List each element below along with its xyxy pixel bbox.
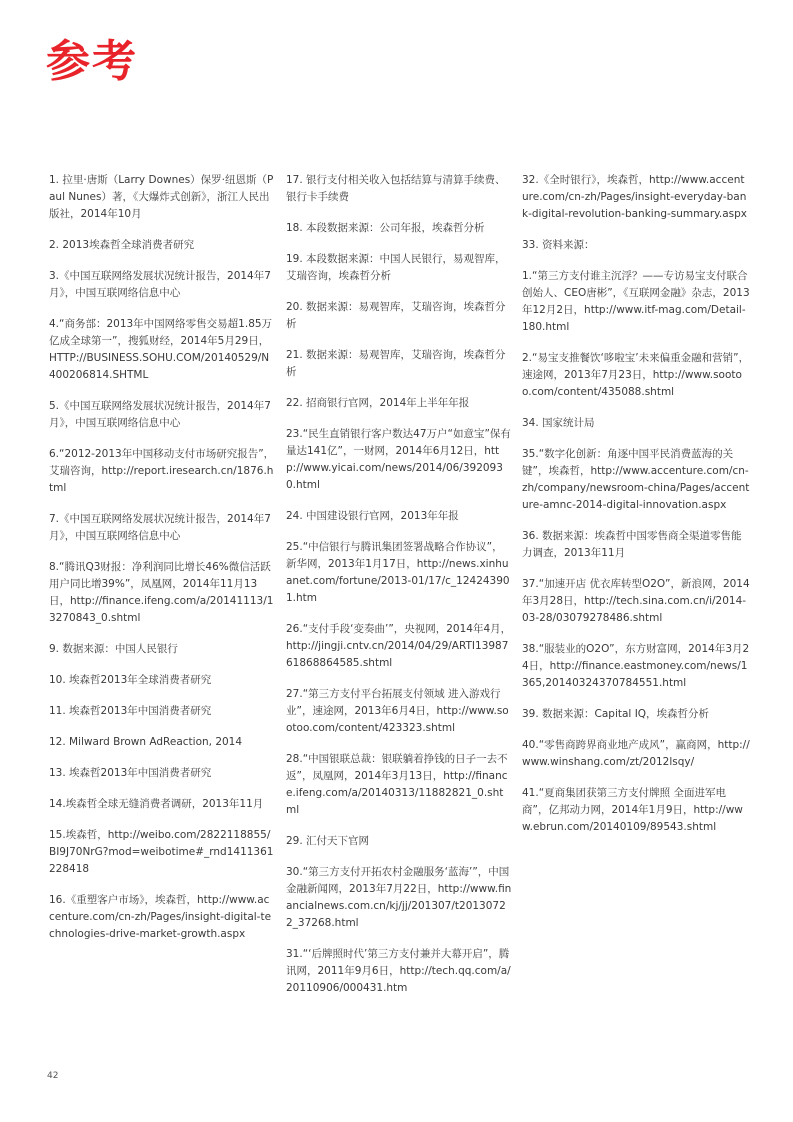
reference-item: 17. 银行支付相关收入包括结算与清算手续费、银行卡手续费 (286, 174, 506, 203)
reference-item: 36. 数据来源：埃森哲中国零售商全渠道零售能力调查，2013年11月 (522, 530, 742, 559)
references-column-2 (286, 172, 512, 1011)
reference-item: 15.埃森哲，http://weibo.com/2822118855/BI9J70NrG?mod=weibotime#_rnd1411361228418 (49, 829, 274, 875)
reference-item: 6.“2012-2013年中国移动支付市场研究报告”，艾瑞咨询，http://report.iresearch.cn/1876.html (49, 448, 275, 494)
reference-item: 23.“民生直销银行客户数达47万户“如意宝”保有量达141亿”，一财网，2014年6月12日，http://www.yicai.com/news/2014/06/3920930.html (286, 428, 511, 491)
reference-item: 8.“腾讯Q3财报：净利润同比增长46%微信活跃用户同比增39%”，凤凰网，2014年11月13日，http://finance.ifeng.com/a/20141113/13270843_0.shtml (49, 561, 274, 624)
reference-item: 21. 数据来源：易观智库，艾瑞咨询，埃森哲分析 (286, 349, 506, 378)
reference-item: 38.“服装业的O2O”，东方财富网，2014年3月24日，http://finance.eastmoney.com/news/1365,20140324370784551.html (522, 643, 750, 689)
reference-item: 32.《全时银行》，埃森哲，http://www.accenture.com/cn-zh/Pages/insight-everyday-bank-digital-revolution-banking-summary.aspx (522, 174, 747, 220)
reference-item: 18. 本段数据来源：公司年报，埃森哲分析 (286, 222, 485, 234)
reference-item: 5.《中国互联网络发展状况统计报告，2014年7月》，中国互联网络信息中心 (49, 400, 271, 429)
reference-item: 2.“易宝支推餐饮‘哆啦宝’未来偏重金融和营销”，速途网，2013年7月23日，http://www.sootoo.com/content/435088.shtml (522, 352, 750, 398)
references-column-1 (49, 172, 275, 957)
reference-item: 3.《中国互联网络发展状况统计报告，2014年7月》，中国互联网络信息中心 (49, 270, 271, 299)
reference-item: 33. 资料来源： (522, 239, 595, 251)
reference-item: 20. 数据来源：易观智库，艾瑞咨询，埃森哲分析 (286, 301, 506, 330)
reference-item: 31.“‘后牌照时代’第三方支付兼并大幕开启”，腾讯网，2011年9月6日，http://tech.qq.com/a/20110906/000431.htm (286, 948, 511, 994)
reference-item: 37.“加速开店 优衣库转型O2O”，新浪网，2014年3月28日，http://tech.sina.com.cn/i/2014-03-28/03079278486.shtml (522, 578, 750, 624)
reference-item: 28.“中国银联总裁：银联躺着挣钱的日子一去不返”，凤凰网，2014年3月13日，http://finance.ifeng.com/a/20140313/11882821_0.shtml (286, 753, 508, 816)
reference-item: 19. 本段数据来源：中国人民银行，易观智库，艾瑞咨询，埃森哲分析 (286, 253, 506, 282)
reference-item: 26.“支付手段‘变奏曲’”，央视网，2014年4月，http://jingji.cntv.cn/2014/04/29/ARTI1398761868864585.shtml (286, 623, 512, 669)
reference-item: 41.“夏商集团获第三方支付牌照 全面进军电商”，亿邦动力网，2014年1月9日，http://www.ebrun.com/20140109/89543.shtml (522, 787, 743, 833)
reference-item: 39. 数据来源：Capital IQ，埃森哲分析 (522, 708, 710, 720)
references-column-3 (522, 172, 750, 850)
reference-item: 24. 中国建设银行官网，2013年年报 (286, 510, 459, 522)
reference-item: 34. 国家统计局 (522, 417, 595, 429)
reference-item: 29. 汇付天下官网 (286, 835, 370, 847)
reference-item: 35.“数字化创新：角逐中国平民消费蓝海的关键”，埃森哲，http://www.accenture.com/cn-zh/company/newsroom-china/Pages/accenture-amnc-2014-digital-innovation.aspx (522, 448, 750, 511)
page-title: 参考 (46, 36, 138, 87)
reference-item: 10. 埃森哲2013年全球消费者研究 (49, 674, 212, 686)
reference-item: 1. 拉里·唐斯（Larry Downes）保罗·纽恩斯（Paul Nunes）著，《大爆炸式创新》，浙江人民出版社，2014年10月 (49, 174, 274, 220)
reference-item: 14.埃森哲全球无缝消费者调研，2013年11月 (49, 798, 264, 810)
page-number: 42 (47, 1071, 59, 1081)
reference-item: 27.“第三方支付平台拓展支付领域 进入游戏行业”，速途网，2013年6月4日，http://www.sootoo.com/content/423323.shtml (286, 688, 509, 734)
reference-item: 25.“中信银行与腾讯集团签署战略合作协议”，新华网，2013年1月17日，http://news.xinhuanet.com/fortune/2013-01/17/c_124243901.htm (286, 541, 510, 604)
reference-item: 22. 招商银行官网，2014年上半年年报 (286, 397, 470, 409)
reference-item: 1.“第三方支付谁主沉浮？——专访易宝支付联合创始人、CEO唐彬”，《互联网金融》杂志，2013年12月2日，http://www.itf-mag.com/Detail-180.html (522, 270, 750, 333)
reference-item: 4.“商务部：2013年中国网络零售交易超1.85万亿成全球第一”，搜狐财经，2014年5月29日，HTTP://BUSINESS.SOHU.COM/20140529/N400206814.SHTML (49, 318, 273, 381)
reference-item: 9. 数据来源：中国人民银行 (49, 643, 178, 655)
reference-item: 2. 2013埃森哲全球消费者研究 (49, 239, 195, 251)
reference-item: 11. 埃森哲2013年中国消费者研究 (49, 705, 212, 717)
reference-item: 12. Milward Brown AdReaction, 2014 (49, 736, 243, 748)
reference-item: 13. 埃森哲2013年中国消费者研究 (49, 767, 212, 779)
reference-item: 40.“零售商跨界商业地产成风”，赢商网，http://www.winshang.com/zt/2012lsqy/ (522, 739, 750, 768)
reference-item: 7.《中国互联网络发展状况统计报告，2014年7月》，中国互联网络信息中心 (49, 513, 271, 542)
reference-item: 16.《重塑客户市场》，埃森哲，http://www.accenture.com/cn-zh/Pages/insight-digital-technologies-drive-market-growth.aspx (49, 894, 272, 940)
reference-item: 30.“第三方支付开拓农村金融服务‘蓝海’”，中国金融新闻网，2013年7月22日，http://www.financialnews.com.cn/kj/jj/201307/t20130722_37268.html (286, 866, 512, 929)
